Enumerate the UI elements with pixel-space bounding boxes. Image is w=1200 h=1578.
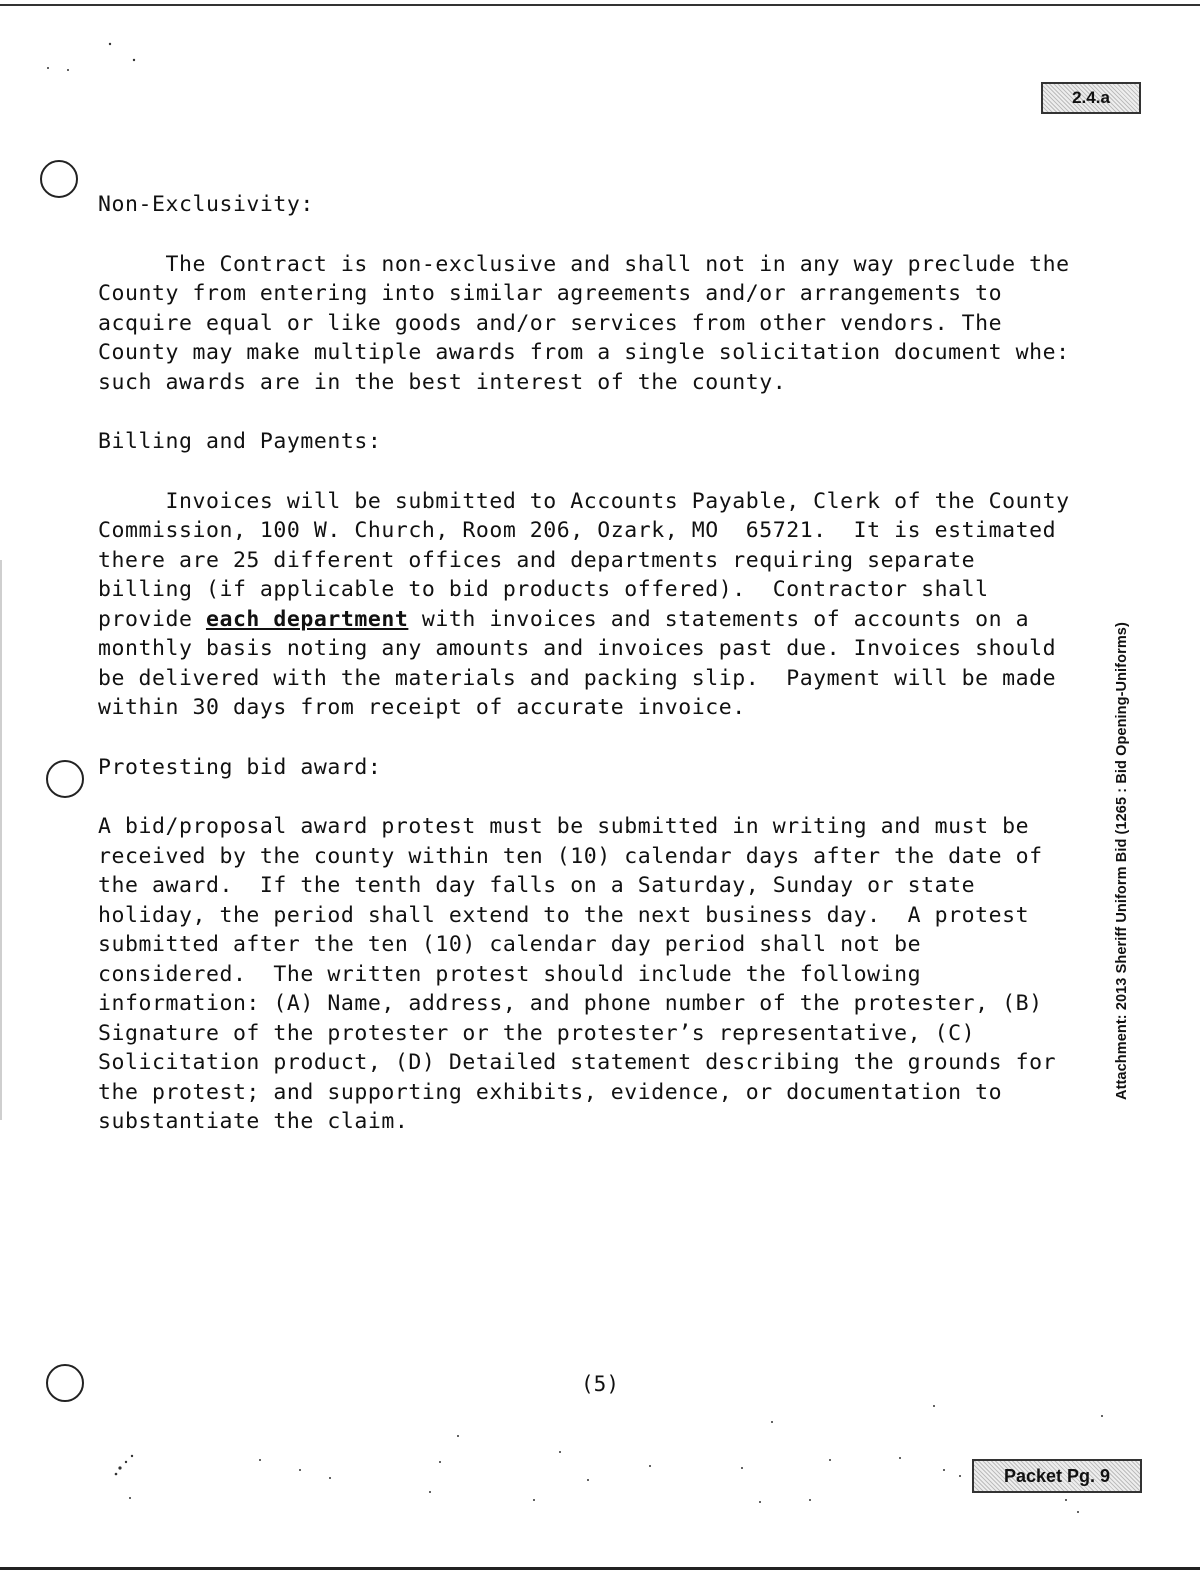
billing-paragraph-end [98,634,1108,723]
page-bottom-border [0,1567,1200,1570]
billing-line: Invoices will be submitted to Accounts Payable, Clerk of the County [98,488,1070,514]
non-exclusivity-paragraph [98,250,1108,398]
packet-page-tag: Packet Pg. 9 [972,1459,1142,1493]
protest-paragraph [98,812,1108,1137]
protest-line: the award. If the tenth day falls on a Saturday, Sunday or state [98,873,976,898]
attachment-side-note: Attachment: 2013 Sheriff Uniform Bid (1265 : Bid Opening-Uniforms) [1114,622,1130,1100]
billing-line: billing (if applicable to bid products offered). Contractor shall [98,577,989,602]
billing-line: monthly basis noting any amounts and invoices past due. Invoices should [98,636,1057,661]
non-exclusivity-line: County may make multiple awards from a single solicitation document whe: [98,340,1070,365]
punch-hole-top [40,160,78,198]
billing-line: be delivered with the materials and packing slip. Payment will be made [98,665,1057,691]
punch-hole-middle [46,760,84,798]
protest-line: received by the county within ten (10) calendar days after the date of [98,843,1043,869]
billing-line: Commission, 100 W. Church, Room 206, Ozark, MO 65721. It is estimated [98,518,1057,543]
billing-line: there are 25 different offices and departments requiring separate [98,547,976,573]
protest-line: information: (A) Name, address, and phone number of the protester, (B) [98,991,1043,1016]
billing-line: within 30 days from receipt of accurate invoice. [98,695,746,720]
document-body [98,190,1108,1137]
protest-line: A bid/proposal award protest must be submitted in writing and must be [98,814,1030,839]
protest-line: the protest; and supporting exhibits, evidence, or documentation to [98,1079,1003,1105]
provide-suffix: with invoices and statements of accounts on a [408,606,1030,632]
provide-prefix: provide [98,606,206,632]
non-exclusivity-heading: Non-Exclusivity: [98,192,314,217]
protest-line: submitted after the ten (10) calendar day period shall not be [98,932,922,957]
non-exclusivity-line: acquire equal or like goods and/or services from other vendors. The [98,310,1003,336]
protest-heading: Protesting bid award: [98,754,382,780]
non-exclusivity-line: The Contract is non-exclusive and shall not in any way preclude thе [98,251,1070,277]
non-exclusivity-line: County from entering into similar agreements and/or arrangements to [98,281,1003,306]
protest-line: Solicitation product, (D) Detailed statement describing the grounds for [98,1050,1057,1075]
page-left-scan-edge [0,560,2,1120]
item-tag: 2.4.a [1041,82,1141,114]
non-exclusivity-line: such awards are in the best interest of the county. [98,369,787,395]
each-department-emphasis: each department [205,606,409,632]
page-number: (5) [581,1372,619,1396]
protest-line: considered. The written protest should include the following [98,961,922,987]
billing-paragraph-start [98,487,1108,605]
billing-heading: Billing and Payments: [98,429,382,454]
protest-line: substantiate the claim. [98,1109,409,1134]
page-top-border [0,4,1200,6]
protest-line: Signature of the protester or the protester’s representative, (C) [98,1020,976,1046]
protest-line: holiday, the period shall extend to the next business day. A protest [98,902,1030,928]
billing-provide-line [98,605,1108,635]
